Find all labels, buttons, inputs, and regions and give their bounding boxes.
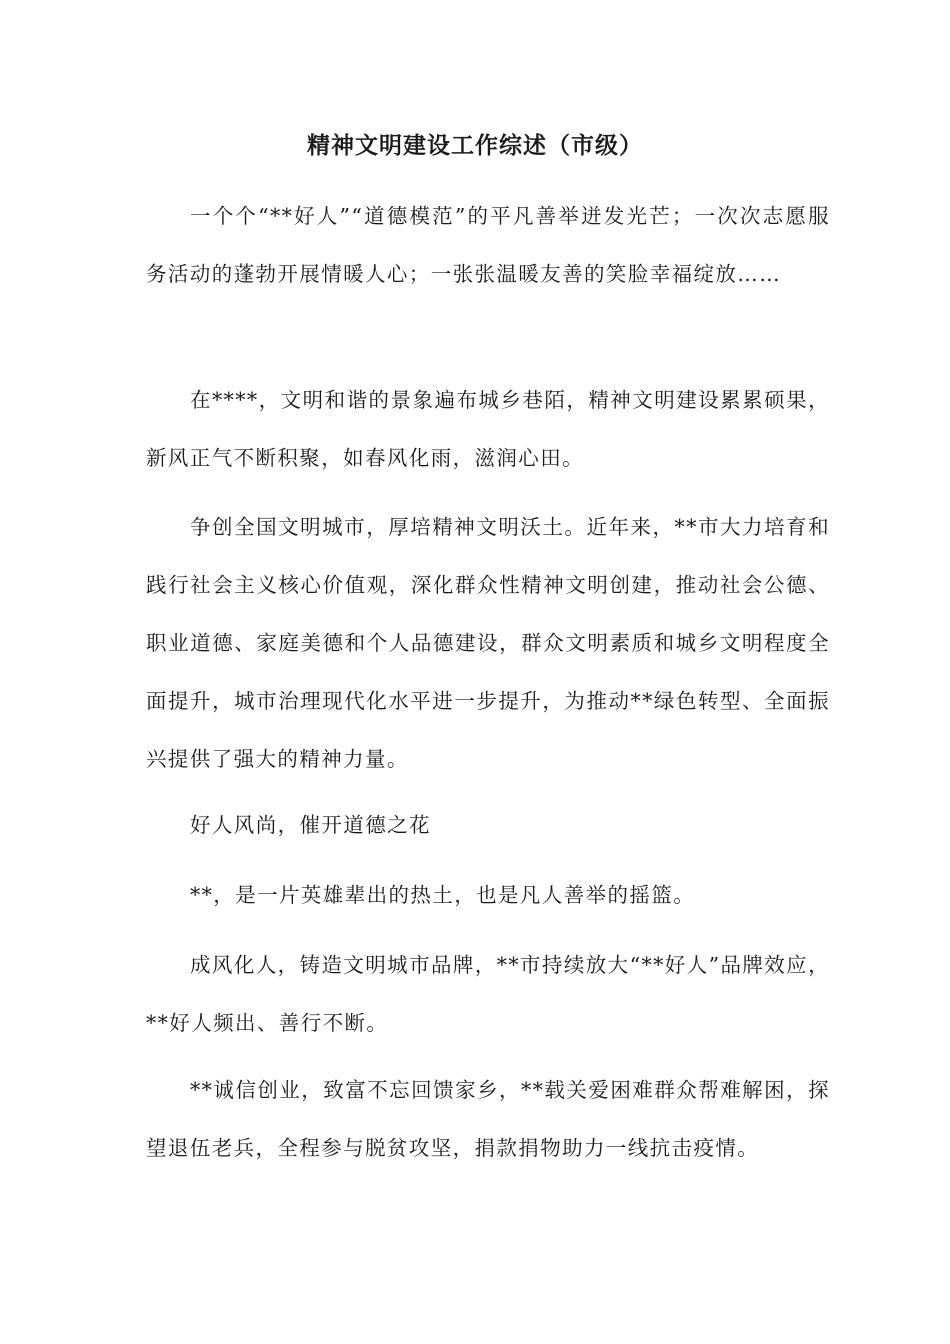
document-title: 精神文明建设工作综述（市级）: [307, 132, 643, 159]
paragraph-5: 成风化人，铸造文明城市品牌，**市持续放大“**好人”品牌效应，**好人频出、善行不断。: [146, 953, 830, 1035]
paragraph-6: **诚信创业，致富不忘回馈家乡，**载关爱困难群众帮难解困，探望退伍老兵，全程参与脱贫攻坚，捐款捐物助力一线抗击疫情。: [146, 1078, 830, 1160]
paragraph-4: **，是一片英雄辈出的热土，也是凡人善举的摇篮。: [190, 883, 696, 907]
paragraph-3: 争创全国文明城市，厚培精神文明沃土。近年来，**市大力培育和践行社会主义核心价值观，深化群众性精神文明创建，推动社会公德、职业道德、家庭美德和个人品德建设，群众文明素质和城乡文明程度全面提升，城市治理现代化水平进一步提升，为推动**绿色转型、全面振兴提供了强大的精神力量。: [146, 515, 830, 771]
paragraph-2: 在****，文明和谐的景象遍布城乡巷陌，精神文明建设累累硕果，新风正气不断积聚，如春风化雨，滋润心田。: [146, 388, 830, 470]
section-heading: 好人风尚，催开道德之花: [190, 813, 431, 837]
paragraph-1: 一个个“**好人”“道德模范”的平凡善举迸发光芒；一次次志愿服务活动的蓬勃开展情暖人心；一张张温暖友善的笑脸幸福绽放……: [146, 204, 830, 286]
